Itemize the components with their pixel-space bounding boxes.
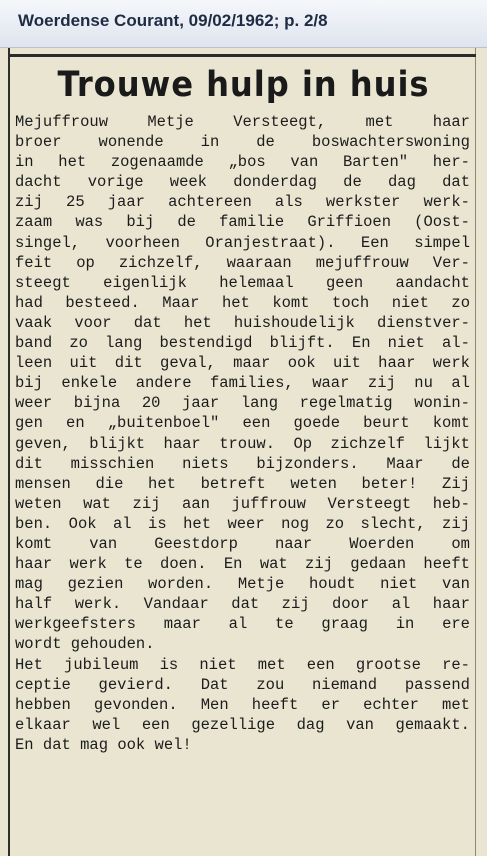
top-rule <box>10 54 476 57</box>
article-line: broer wonende in de boswachterswoning <box>15 133 470 152</box>
article-line: Het jubileum is niet met een grootse re- <box>15 655 470 674</box>
article-body <box>15 112 470 755</box>
article-line: feit op zichzelf, waaraan mejuffrouw Ver- <box>15 253 470 272</box>
article-line: geven, blijkt haar trouw. Op zichzelf lijkt <box>15 434 470 453</box>
article-line: gen en „buitenboel" een goede beurt komt <box>15 414 470 433</box>
article-line: dit misschien niets bijzonders. Maar de <box>15 454 470 473</box>
article-line: hebben gevonden. Men heeft er echter met <box>15 695 470 714</box>
article-line: zij 25 jaar achtereen als werkster werk- <box>15 193 470 212</box>
article-line: vaak voor dat het huishoudelijk dienstver- <box>15 313 470 332</box>
article-line: weten wat zij aan juffrouw Versteegt heb- <box>15 494 470 513</box>
article-line: ceptie gevierd. Dat zou niemand passend <box>15 675 470 694</box>
article-line: wordt gehouden. <box>15 635 155 654</box>
article-line: zaam was bij de familie Griffioen (Oost- <box>15 213 470 232</box>
article-line: half werk. Vandaar dat zij door al haar <box>15 595 470 614</box>
article-line: in het zogenaamde „bos van Barten" her- <box>15 153 470 172</box>
article-line: weer bijna 20 jaar lang regelmatig wonin- <box>15 394 470 413</box>
newspaper-clipping <box>0 48 487 856</box>
article-line: En dat mag ook wel! <box>15 735 192 754</box>
article-line: band zo lang bestendigd blijft. En niet al- <box>15 334 470 353</box>
article-line: komt van Geestdorp naar Woerden om <box>15 534 470 553</box>
article-line: mensen die het betreft weten beter! Zij <box>15 474 470 493</box>
article-line: steegt eigenlijk helemaal geen aandacht <box>15 273 470 292</box>
source-caption: Woerdense Courant, 09/02/1962; p. 2/8 <box>18 11 328 30</box>
article-line: mag gezien worden. Metje houdt niet van <box>15 575 470 594</box>
article-line: singel, voorheen Oranjestraat). Een simpel <box>15 233 470 252</box>
article-line: elkaar wel een gezellige dag van gemaakt. <box>15 715 470 734</box>
article-headline: Trouwe hulp in huis <box>57 65 430 105</box>
article-line: dacht vorige week donderdag de dag dat <box>15 173 470 192</box>
article-line: ben. Ook al is het weer nog zo slecht, zij <box>15 514 470 533</box>
article-line: leen uit dit geval, maar ook uit haar werk <box>15 354 470 373</box>
left-column-rule <box>8 48 10 856</box>
article-line: had besteed. Maar het komt toch niet zo <box>15 293 470 312</box>
right-column-rule <box>475 48 476 856</box>
article-line: haar werk te doen. En wat zij gedaan heeft <box>15 555 470 574</box>
article-line: werkgeefsters maar al te graag in ere <box>15 615 470 634</box>
article-line: bij enkele andere families, waar zij nu al <box>15 374 470 393</box>
caption-bar <box>0 0 487 48</box>
article-line: Mejuffrouw Metje Versteegt, met haar <box>15 113 470 131</box>
